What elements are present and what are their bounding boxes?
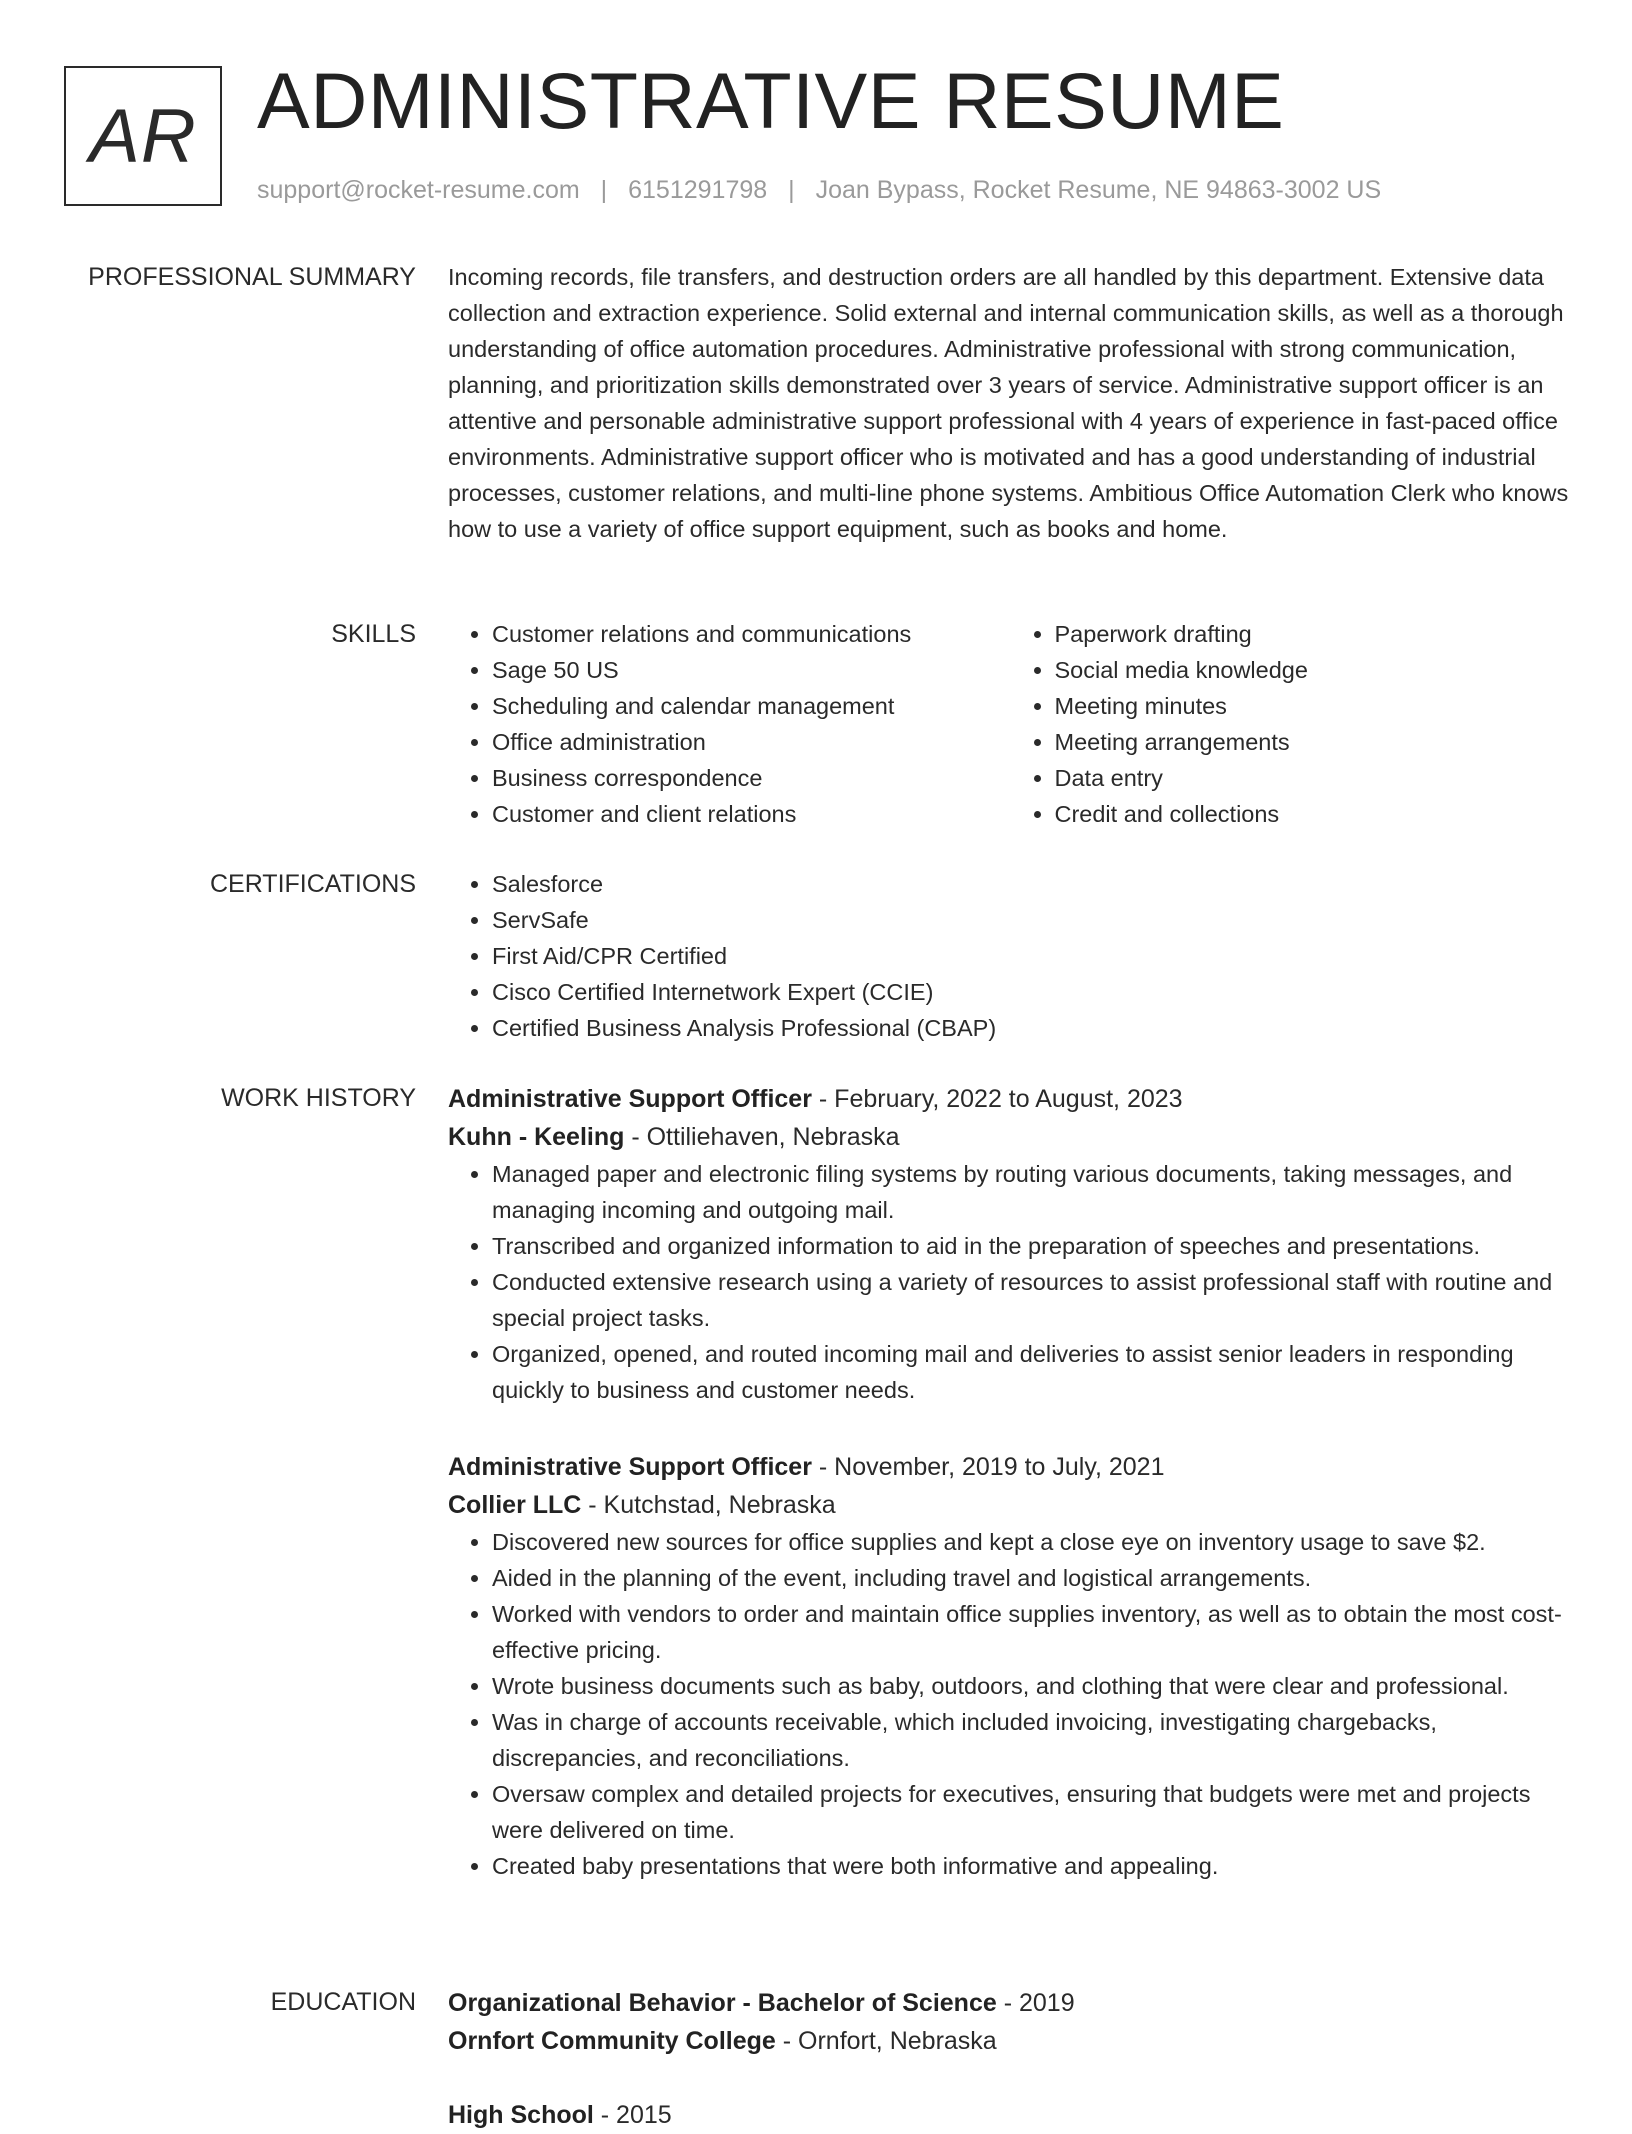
job-duty: • Managed paper and electronic filing systems by routing various documents, taking messages, and managing incoming and outgoing mail. xyxy=(492,1156,1573,1228)
job-duties-list xyxy=(448,1156,1573,1408)
job-duties-list xyxy=(448,1524,1573,1884)
education-year: - 2019 xyxy=(996,1989,1075,2017)
resume-title: ADMINISTRATIVE RESUME xyxy=(257,56,1285,145)
job-title: Administrative Support Officer xyxy=(448,1453,812,1481)
education-degree: Organizational Behavior - Bachelor of Science xyxy=(448,1989,997,2017)
skill-item: • Paperwork drafting xyxy=(1055,616,1574,652)
job-company: Collier LLC xyxy=(448,1491,582,1519)
job-duty: • Conducted extensive research using a variety of resources to assist professional staff with routine and special project tasks. xyxy=(492,1264,1573,1336)
job-entry xyxy=(448,1448,1573,1884)
certifications-label: CERTIFICATIONS xyxy=(209,870,416,898)
job-duty: • Created baby presentations that were both informative and appealing. xyxy=(492,1848,1573,1884)
skill-item: • Credit and collections xyxy=(1055,796,1574,832)
education-degree-line xyxy=(448,2096,1573,2134)
education-school-line xyxy=(448,2022,1573,2060)
skill-item: • Data entry xyxy=(1055,760,1574,796)
job-location: - Kutchstad, Nebraska xyxy=(581,1491,836,1519)
education-year: - 2015 xyxy=(593,2101,672,2129)
education-school: Ornfort Community College xyxy=(448,2027,776,2055)
skill-item: • Sage 50 US xyxy=(492,652,1011,688)
phone-text: 6151291798 xyxy=(628,176,768,204)
education-label: EDUCATION xyxy=(270,1988,416,2016)
job-company-line xyxy=(448,1486,1573,1524)
job-company-line xyxy=(448,1118,1573,1156)
job-dates: - November, 2019 to July, 2021 xyxy=(811,1453,1165,1481)
job-company: Kuhn - Keeling xyxy=(448,1123,625,1151)
summary-text: Incoming records, file transfers, and destruction orders are all handled by this department. Extensive data collection and extraction experience. Solid external and internal communication skills, as well as a thorough understanding of office automation procedures. Administrative professional with strong communication, planning, and prioritization skills demonstrated over 3 years of service. Administrative support officer is an attentive and personable administrative support professional with 4 years of experience in fast-paced office environments. Administrative support officer who is motivated and has a good understanding of industrial processes, customer relations, and multi-line phone systems. Ambitious Office Automation Clerk who knows how to use a variety of office support equipment, such as books and home. xyxy=(448,264,1569,542)
skills-list-left xyxy=(448,616,1011,832)
skill-item: • Customer relations and communications xyxy=(492,616,1011,652)
certification-item: • ServSafe xyxy=(492,902,1573,938)
certification-item: • Salesforce xyxy=(492,866,1573,902)
job-duty: • Worked with vendors to order and maintain office supplies inventory, as well as to obtain the most cost-effective pricing. xyxy=(492,1596,1573,1668)
contact-line xyxy=(257,174,1381,206)
contact-separator: | xyxy=(600,176,608,204)
certifications-list xyxy=(448,866,1573,1046)
certification-item: • Cisco Certified Internetwork Expert (CCIE) xyxy=(492,974,1573,1010)
education-degree-line xyxy=(448,1984,1573,2022)
skill-item: • Office administration xyxy=(492,724,1011,760)
skill-item: • Meeting minutes xyxy=(1055,688,1574,724)
skill-item: • Social media knowledge xyxy=(1055,652,1574,688)
address-text: Joan Bypass, Rocket Resume, NE 94863-3002 US xyxy=(815,176,1382,204)
job-dates: - February, 2022 to August, 2023 xyxy=(811,1085,1183,1113)
job-duty: • Oversaw complex and detailed projects for executives, ensuring that budgets were met and projects were delivered on time. xyxy=(492,1776,1573,1848)
job-title-line xyxy=(448,1080,1573,1118)
job-location: - Ottiliehaven, Nebraska xyxy=(624,1123,900,1151)
education-location: - Ornfort, Nebraska xyxy=(775,2027,997,2055)
skills-label: SKILLS xyxy=(331,620,416,648)
job-duty: • Wrote business documents such as baby, outdoors, and clothing that were clear and professional. xyxy=(492,1668,1573,1704)
email-text: support@rocket-resume.com xyxy=(257,176,580,204)
skill-item: • Business correspondence xyxy=(492,760,1011,796)
summary-label: PROFESSIONAL SUMMARY xyxy=(88,263,416,291)
job-duty: • Discovered new sources for office supplies and kept a close eye on inventory usage to save $2. xyxy=(492,1524,1573,1560)
work-history-label: WORK HISTORY xyxy=(221,1084,416,1112)
education-degree: High School xyxy=(448,2101,594,2129)
monogram-logo: AR xyxy=(64,66,222,206)
certification-item: • Certified Business Analysis Professional (CBAP) xyxy=(492,1010,1573,1046)
skill-item: • Customer and client relations xyxy=(492,796,1011,832)
job-duty: • Was in charge of accounts receivable, which included invoicing, investigating chargebacks, discrepancies, and reconciliations. xyxy=(492,1704,1573,1776)
job-title: Administrative Support Officer xyxy=(448,1085,812,1113)
contact-separator: | xyxy=(788,176,795,204)
job-duty: • Transcribed and organized information to aid in the preparation of speeches and presentations. xyxy=(492,1228,1573,1264)
skills-list-right xyxy=(1011,616,1574,832)
job-duty: • Organized, opened, and routed incoming mail and deliveries to assist senior leaders in responding quickly to business and customer needs. xyxy=(492,1336,1573,1408)
skill-item: • Scheduling and calendar management xyxy=(492,688,1011,724)
job-duty: • Aided in the planning of the event, including travel and logistical arrangements. xyxy=(492,1560,1573,1596)
certification-item: • First Aid/CPR Certified xyxy=(492,938,1573,974)
job-title-line xyxy=(448,1448,1573,1486)
skill-item: • Meeting arrangements xyxy=(1055,724,1574,760)
job-entry xyxy=(448,1080,1573,1408)
